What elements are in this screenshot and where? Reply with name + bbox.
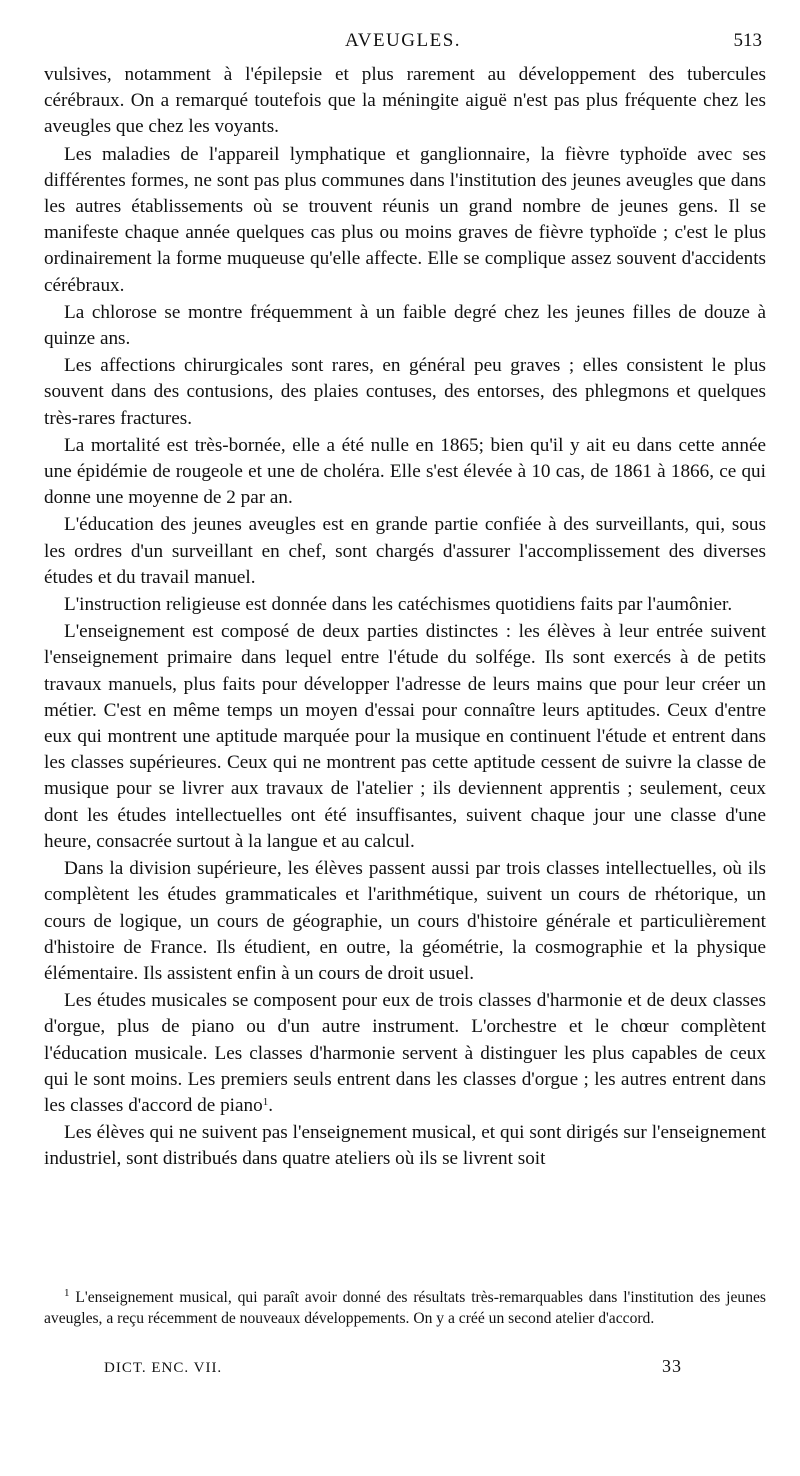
running-title: AVEUGLES. (344, 30, 462, 51)
paragraph: L'éducation des jeunes aveugles est en grande partie confiée à des surveillants, qui, sous les ordres d'un surveillant en chef, sont chargés d'assurer l'accomplissement des diverses études et du travail manuel. (44, 514, 766, 588)
body-text (44, 62, 766, 1174)
paragraph: Les maladies de l'appareil lymphatique et ganglionnaire, la fièvre typhoïde avec ses différentes formes, ne sont pas plus communes dans l'institution des jeunes aveugles que dans les autres établissements où se trouvent réunis un grand nombre de jeunes gens. Il se manifeste chaque année quelques cas plus ou moins graves de fièvre typhoïde ; c'est le plus ordinairement la forme muqueuse qu'elle affecte. Elle se complique assez souvent d'accidents cérébraux. (44, 143, 766, 296)
page-footer (104, 1356, 682, 1380)
paragraph: Les affections chirurgicales sont rares, en général peu graves ; elles consistent le plus souvent dans des contusions, des plaies contuses, des entorses, des phlegmons et quelques très-rares fractures. (44, 355, 766, 429)
paragraph: vulsives, notamment à l'épilepsie et plus rarement au développement des tubercules cérébraux. On a remarqué toutefois que la méningite aiguë n'est pas plus fréquente chez les aveugles que chez les voyants. (44, 64, 766, 138)
running-header (44, 30, 762, 58)
paragraph: L'instruction religieuse est donnée dans les catéchismes quotidiens faits par l'aumônier. (64, 594, 733, 616)
footnote-marker: 1 (64, 1287, 70, 1299)
paragraph: Dans la division supérieure, les élèves passent aussi par trois classes intellectuelles, où ils complètent les études grammaticales et l'arithmétique, suivent un cours de rhétorique, un cours de logique, un cours de géographie, un cours d'histoire générale et particulièrement d'histoire de France. Ils étudient, en outre, la géométrie, la cosmographie et la physique élémentaire. Ils assistent enfin à un cours de droit usuel. (44, 858, 766, 984)
signature-mark: DICT. ENC. VII. (104, 1360, 223, 1376)
paragraph: La mortalité est très-bornée, elle a été nulle en 1865; bien qu'il y ait eu dans cette année une épidémie de rougeole et une de choléra. Elle s'est élevée à 10 cas, de 1861 à 1866, ce qui donne une moyenne de 2 par an. (44, 434, 766, 509)
footnote-text: L'enseignement musical, qui paraît avoir donné des résultats très-remarquables dans l'institution des jeunes aveugles, a reçu récemment de nouveaux développements. On y a créé un second atelier d'accord. (44, 1289, 766, 1327)
page-number: 513 (733, 30, 762, 51)
paragraph: L'enseignement est composé de deux parties distinctes : les élèves à leur entrée suivent l'enseignement primaire dans lequel entre l'étude du solfége. Ils sont exercés à de petits travaux manuels, plus faits pour développer l'adresse de leurs mains que pour leur créer un métier. C'est en même temps un moyen d'essai pour connaître leurs aptitudes. Ceux d'entre eux qui montrent une aptitude marquée pour la musique en continuent l'étude et entrent dans les classes supérieures. Ceux qui ne montrent pas cette aptitude cessent de suivre la classe de musique pour se livrer aux travaux de l'atelier ; ils deviennent apprentis ; seulement, ceux dont les études intellectuelles ont été insuffisantes, suivent chaque jour une classe d'une heure, consacrée surtout à la langue et au calcul. (44, 621, 766, 852)
paragraph: La chlorose se montre fréquemment à un faible degré chez les jeunes filles de douze à quinze ans. (44, 301, 766, 350)
sheet-number: 33 (662, 1356, 682, 1376)
footnote (44, 1288, 766, 1329)
paragraph: Les élèves qui ne suivent pas l'enseignement musical, et qui sont dirigés sur l'enseignement industriel, sont distribués dans quatre ateliers où ils se livrent soit (44, 1122, 766, 1170)
paragraph-text: Les études musicales se composent pour eux de trois classes d'harmonie et de deux classes d'orgue, plus de piano ou d'un autre instrument. L'orchestre et le chœur complètent l'éducation musicale. Les classes d'harmonie servent à distinguer les plus capables de ceux qui le sont moins. Les premiers seuls entrent dans les classes d'orgue ; les autres entrent dans les classes d'accord de piano (44, 990, 766, 1116)
footnote-paragraph (44, 1288, 766, 1329)
paragraph-with-note: Les études musicales se composent pour eux de trois classes d'harmonie et de deux classes d'orgue, plus de piano ou d'un autre instrument. L'orchestre et le chœur complètent l'éducation musicale. Les classes d'harmonie servent à distinguer les plus capables de ceux qui le sont moins. Les premiers seuls entrent dans les classes d'orgue ; les autres entrent dans les classes d'accord de piano$^1$. (44, 990, 766, 1116)
footnote-reference[interactable]: 1 (262, 1095, 269, 1108)
